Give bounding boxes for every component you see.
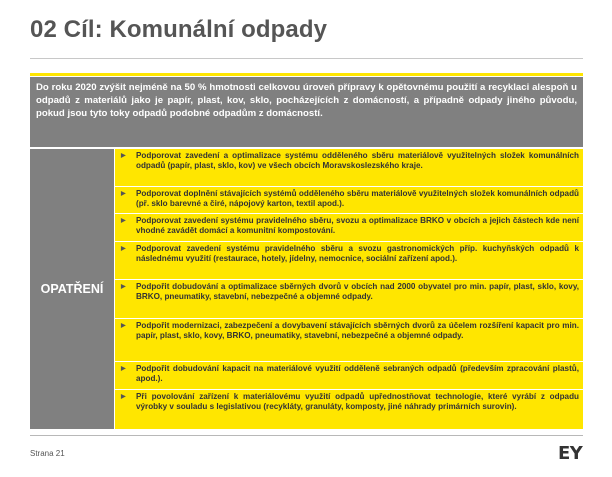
footer-divider (30, 435, 583, 436)
triangle-right-icon: ▶ (121, 284, 126, 290)
list-item (115, 187, 583, 213)
measures-section (30, 149, 583, 429)
triangle-right-icon: ▶ (121, 366, 126, 372)
triangle-right-icon: ▶ (121, 153, 126, 159)
measure-text: Podpořit dobudování kapacit na materiálové využití odděleně sebraných odpadů (především zpracování plastů, apod.). (136, 364, 579, 383)
measure-text: Podporovat zavedení systému pravidelného sběru, svozu a optimalizace BRKO v obcích a jejich částech kde není vhodné zavádět domácí a komunitní kompostování. (136, 216, 579, 235)
measure-text: Podporovat doplnění stávajících systémů odděleného sběru materiálově využitelných složek komunálních odpadů (př. sklo barevné a čiré, nápojový karton, textil apod.). (136, 189, 579, 208)
list-item (115, 390, 583, 429)
ey-logo: EY (558, 443, 583, 464)
triangle-right-icon: ▶ (121, 191, 126, 197)
triangle-right-icon: ▶ (121, 218, 126, 224)
slide-title: 02 Cíl: Komunální odpady (30, 16, 328, 43)
measure-text: Podpořit modernizaci, zabezpečení a dovybavení stávajících sběrných dvorů za účelem rozšíření kapacit pro min. papír, plast, sklo, kovy, BRKO, pneumatiky, stavební, nebezpečné a objemné odpady. (136, 321, 579, 340)
list-item (115, 149, 583, 186)
measures-label-text: OPATŘENÍ (40, 282, 104, 296)
measure-text: Podporovat zavedení a optimalizace systému odděleného sběru materiálově využitelných složek komunálních odpadů (papír, plast, sklo, kov) ve všech obcích Moravskoslezského kraje. (136, 151, 579, 170)
measure-text: Podporovat zavedení systému pravidelného sběru a svozu gastronomických příp. kuchyňských odpadů k následnému využití (restaurace, hotely, jídelny, nemocnice, sociální zařízení apod.). (136, 244, 579, 263)
triangle-right-icon: ▶ (121, 323, 126, 329)
measure-text: Při povolování zařízení k materiálovému využití odpadů upřednostňovat technologie, které vyrábí z odpadu výrobky v souladu s legislativou (recykláty, granuláty, komposty, jiné náhrady primárních surovin). (136, 392, 579, 411)
measure-text: Podpořit dobudování a optimalizace sběrných dvorů v obcích nad 2000 obyvatel pro min. papír, plast, sklo, kovy, BRKO, pneumatiky, stavební, nebezpečné a objemné odpady. (136, 282, 579, 301)
triangle-right-icon: ▶ (121, 246, 126, 252)
goal-text: Do roku 2020 zvýšit nejméně na 50 % hmotnosti celkovou úroveň přípravy k opětovnému použití a recyklaci alespoň u odpadů z materiálů jako je papír, plast, kov, sklo, pocházejících z domácností, a případně odpady jiného původu, pokud jsou tyto toky odpadů podobné odpadům z domácností. (30, 77, 583, 147)
measures-list (115, 149, 583, 429)
list-item (115, 362, 583, 389)
list-item (115, 319, 583, 361)
accent-bar (30, 73, 583, 76)
title-divider (30, 58, 583, 59)
triangle-right-icon: ▶ (121, 394, 126, 400)
list-item (115, 242, 583, 279)
list-item (115, 280, 583, 318)
page-number: Strana 21 (30, 449, 65, 458)
list-item (115, 214, 583, 241)
measures-label (30, 149, 114, 429)
